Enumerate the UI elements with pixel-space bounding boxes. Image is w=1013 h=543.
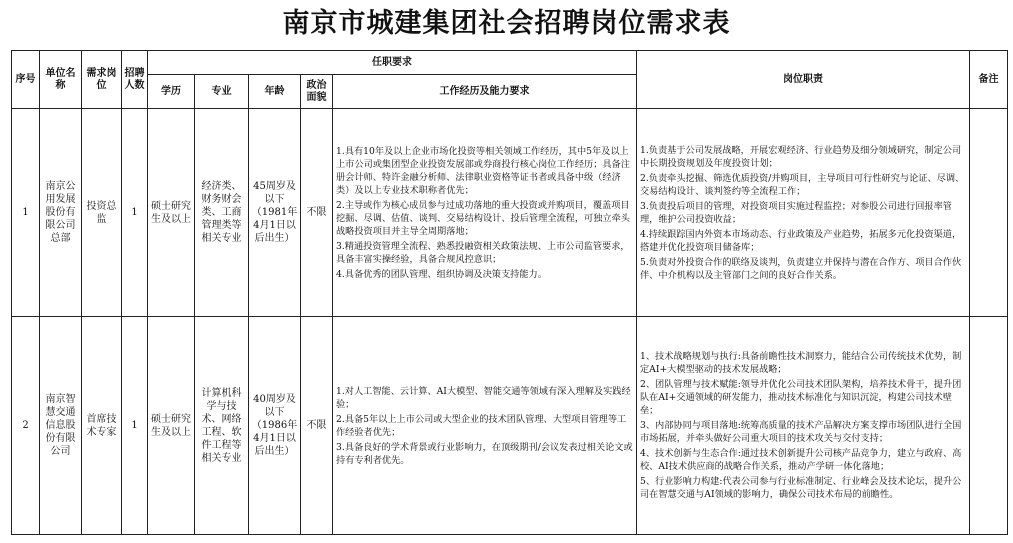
- experience-item: 2.具备5年以上上市公司或大型企业的技术团队管理、大型项目管理等工作经验者优先；: [336, 413, 627, 438]
- cell-duties: [637, 109, 970, 317]
- cell-unit: 南京智慧交通信息股份有限公司: [40, 317, 82, 535]
- duty-item: 5.负责对外投资合作的联络及谈判，负责建立并保持与潜在合作方、项目合作伙伴、中介机构以及主管部门之间的良好合作关系。: [640, 256, 962, 281]
- table-row: [12, 109, 1008, 317]
- cell-remarks: [970, 109, 1008, 317]
- experience-item: 2.主导或作为核心成员参与过成功落地的重大投资或并购项目，覆盖项目挖掘、尽调、估值、谈判、交易结构设计、投后管理全流程，可独立牵头战略投资项目并主导全周期落地；: [336, 199, 630, 237]
- cell-political: 不限: [301, 109, 333, 317]
- header-experience: 工作经历及能力要求: [333, 75, 637, 109]
- duty-item: 4.持续跟踪国内外资本市场动态、行业政策及产业趋势，拓展多元化投资渠道，搭建并优化投资项目储备库；: [640, 228, 962, 253]
- header-unit: 单位名称: [40, 51, 82, 109]
- cell-education: 硕士研究生及以上: [148, 109, 195, 317]
- experience-item: 1.具有10年及以上企业市场化投资等相关领域工作经历，其中5年及以上上市公司或集团型企业投资发展部或券商投行核心岗位工作经历；具备注册会计师、特许金融分析师、法律职业资格等证书者或具备中级（经济类）及以上专业技术职称者优先；: [336, 145, 630, 196]
- duty-item: 1.负责基于公司发展战略，开展宏观经济、行业趋势及细分领域研究，制定公司中长期投资规划及年度投资计划；: [640, 144, 962, 169]
- header-seq: 序号: [12, 51, 40, 109]
- duty-item: 1、技术战略规划与执行:具备前瞻性技术洞察力，能结合公司传统技术优势，制定AI+大模型驱动的技术发展战略；: [640, 351, 962, 375]
- header-position: 需求岗位: [82, 51, 122, 109]
- cell-experience: [333, 317, 637, 535]
- cell-major: 经济类、财务财会类、工商管理类等相关专业: [195, 109, 249, 317]
- recruitment-table: [11, 50, 1008, 535]
- cell-seq: 1: [12, 109, 40, 317]
- cell-count: 1: [122, 109, 148, 317]
- header-count: 招聘人数: [122, 51, 148, 109]
- cell-duties: [637, 317, 970, 535]
- duty-item: 3.负责投后项目的管理，对投资项目实施过程监控；对参股公司进行回报率管理，维护公司投资收益；: [640, 200, 952, 225]
- table-row: [12, 317, 1008, 535]
- cell-age: 40周岁及以下（1986年4月1日以后出生）: [249, 317, 301, 535]
- header-requirements: 任职要求: [148, 51, 637, 75]
- header-major: 专业: [195, 75, 249, 109]
- header-age: 年龄: [249, 75, 301, 109]
- cell-position: 投资总监: [82, 109, 122, 317]
- experience-item: 4.具备优秀的团队管理、组织协调及决策支持能力。: [336, 268, 547, 280]
- page-title: 南京市城建集团社会招聘岗位需求表: [282, 8, 731, 39]
- header-duties: 岗位职责: [637, 51, 970, 109]
- cell-count: 1: [122, 317, 148, 535]
- cell-remarks: [970, 317, 1008, 535]
- header-political: 政治面貌: [301, 75, 333, 109]
- cell-major: 计算机科学与技术、网络工程、软件工程等相关专业: [195, 317, 249, 535]
- cell-education: 硕士研究生及以上: [148, 317, 195, 535]
- cell-age: 45周岁及以下（1981年4月1日以后出生）: [249, 109, 301, 317]
- duty-item: 2、团队管理与技术赋能:领导并优化公司技术团队架构，培养技术骨干，提升团队在AI+交通领域的研发能力，推动技术标准化与知识沉淀，构建公司技术壁垒；: [640, 379, 962, 416]
- cell-political: 不限: [301, 317, 333, 535]
- experience-item: 3.具备良好的学术背景或行业影响力，在顶级期刊/会议发表过相关论文或持有专利者优先。: [336, 441, 633, 466]
- header-remarks: 备注: [970, 51, 1008, 109]
- cell-experience: [333, 109, 637, 317]
- cell-unit: 南京公用发展股份有限公司总部: [40, 109, 82, 317]
- cell-position: 首席技术专家: [82, 317, 122, 535]
- experience-item: 3.精通投资管理全流程、熟悉投融资相关政策法规、上市公司监管要求，具备丰富实操经验，具备合规风控意识；: [336, 240, 630, 265]
- duty-item: 3、内部协同与项目落地:统筹高质量的技术产品解决方案支撑市场团队进行全国市场拓展，并牵头做好公司重大项目的技术攻关与交付支持；: [640, 420, 962, 444]
- duty-item: 4、技术创新与生态合作:通过技术创新提升公司核产品竞争力，建立与政府、高校、AI技术供应商的战略合作关系，推动产学研一体化落地；: [640, 448, 962, 472]
- experience-item: 1.对人工智能、云计算、AI大模型、智能交通等领域有深入理解及实践经验；: [336, 385, 631, 410]
- duty-item: 5、行业影响力构建:代表公司参与行业标准制定、行业峰会及技术论坛，提升公司在智慧交通与AI领域的影响力，确保公司技术布局的前瞻性。: [640, 476, 962, 500]
- header-education: 学历: [148, 75, 195, 109]
- cell-seq: 2: [12, 317, 40, 535]
- duty-item: 2.负责牵头挖掘、筛选优质投资/并购项目，主导项目可行性研究与论证、尽调、交易结构设计、谈判签约等全流程工作；: [640, 172, 965, 197]
